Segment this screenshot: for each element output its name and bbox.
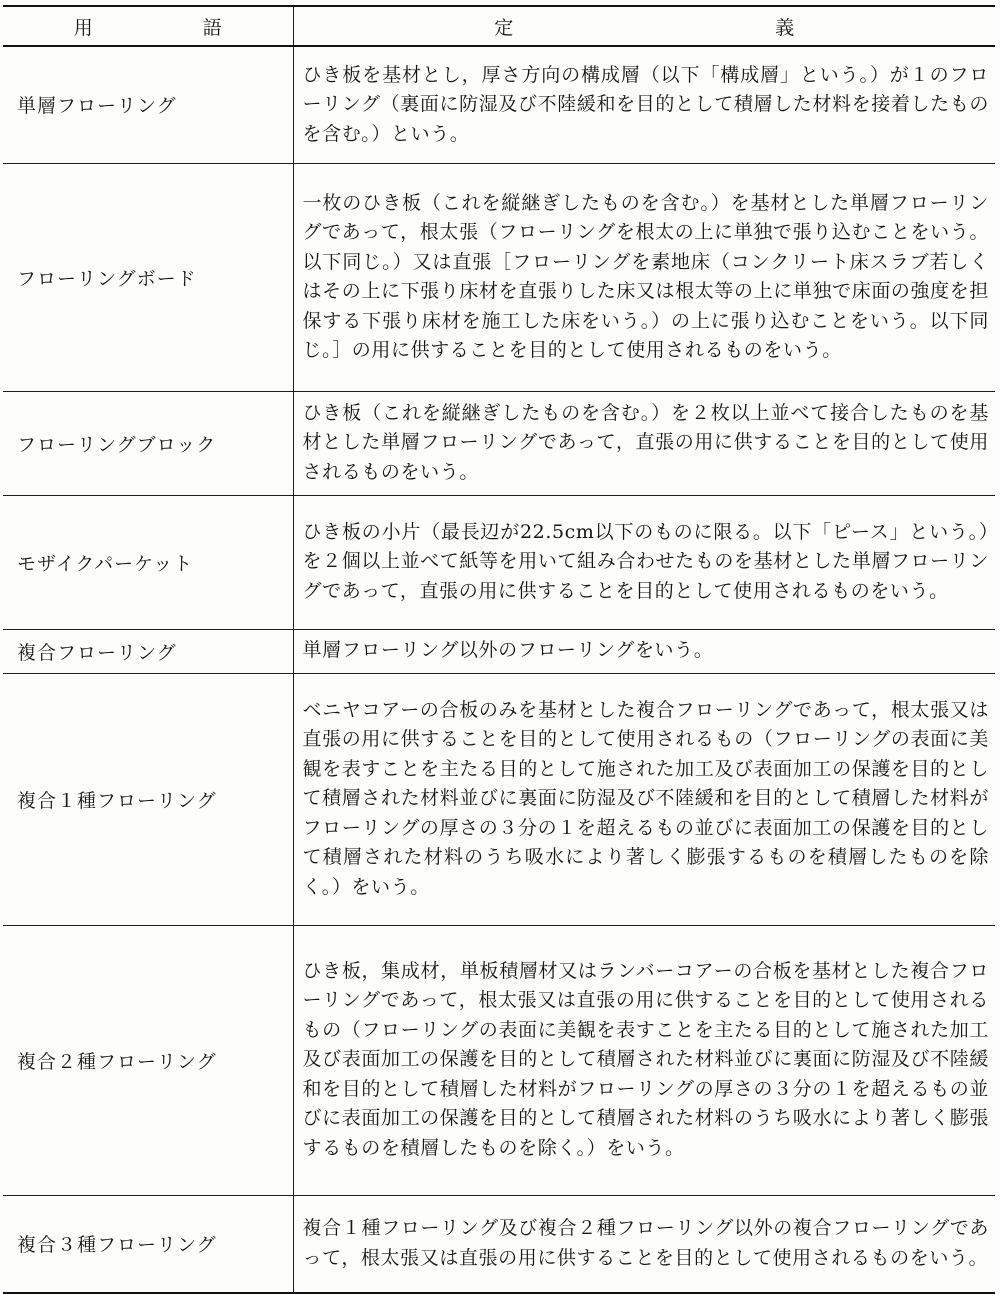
definition-cell: ひき板を基材とし，厚さ方向の構成層（以下「構成層」という。）が１のフローリング（裏面に防湿及び不陸緩和を目的として積層した材料を接着したものを含む。）という。 [293,46,995,163]
definition-cell: 単層フローリング以外のフローリングをいう。 [293,629,995,673]
term-cell: フローリングボード [3,163,293,391]
definition-cell: ベニヤコアーの合板のみを基材とした複合フローリングであって，根太張又は直張の用に供することを目的として使用されるもの（フローリングの表面に美観を表すことを主たる目的として施された加工及び表面加工の保護を目的として積層された材料並びに裏面に防湿及び不陸緩和を目的として積層した材料がフローリングの厚さの３分の１を超えるもの並びに表面加工の保護を目的として積層された材料のうち吸水により著しく膨張するものを積層したものを除く。）をいう。 [293,673,995,925]
definitions-table [3,5,995,1294]
table-row [3,391,995,495]
definition-header-char-1: 定 [494,16,514,39]
table-row [3,1195,995,1293]
table-row [3,495,995,629]
definition-cell: 複合１種フローリング及び複合２種フローリング以外の複合フローリングであって，根太張又は直張の用に供することを目的として使用されるものをいう。 [293,1195,995,1293]
definition-cell: 一枚のひき板（これを縦継ぎしたものを含む。）を基材とした単層フローリングであって，根太張（フローリングを根太の上に単独で張り込むことをいう。以下同じ。）又は直張［フローリングを素地床（コンクリート床スラブ若しくはその上に下張り床材を直張りした床又は根太等の上に単独で床面の強度を担保する下張り床材を施工した床をいう。）の上に張り込むことをいう。以下同じ。］の用に供することを目的として使用されるものをいう。 [293,163,995,391]
definition-cell: ひき板（これを縦継ぎしたものを含む。）を２枚以上並べて接合したものを基材とした単層フローリングであって，直張の用に供することを目的として使用されるものをいう。 [293,391,995,495]
table-body [3,46,995,1293]
term-cell: 複合２種フローリング [3,925,293,1195]
term-cell: モザイクパーケット [3,495,293,629]
table-row [3,629,995,673]
term-cell: 複合３種フローリング [3,1195,293,1293]
term-cell: フローリングブロック [3,391,293,495]
table-row [3,163,995,391]
table-row [3,46,995,163]
header-row [3,6,995,46]
term-cell: 複合１種フローリング [3,673,293,925]
term-cell: 単層フローリング [3,46,293,163]
table-header [3,6,995,46]
definition-cell: ひき板の小片（最長辺が22.5cm以下のものに限る。以下「ピース」という。）を２個以上並べて紙等を用いて組み合わせたものを基材とした単層フローリングであって，直張の用に供することを目的として使用されるものをいう。 [293,495,995,629]
definition-header-char-2: 義 [775,16,795,39]
term-header-char-2: 語 [202,16,222,39]
definition-column-header [293,6,995,46]
term-header-char-1: 用 [73,16,93,39]
term-cell: 複合フローリング [3,629,293,673]
definition-cell: ひき板，集成材，単板積層材又はランバーコアーの合板を基材とした複合フローリングであって，根太張又は直張の用に供することを目的として使用されるもの（フローリングの表面に美観を表すことを主たる目的として施された加工及び表面加工の保護を目的として積層された材料並びに裏面に防湿及び不陸緩和を目的として積層した材料がフローリングの厚さの３分の１を超えるもの並びに表面加工の保護を目的として積層された材料のうち吸水により著しく膨張するものを積層したものを除く。）をいう。 [293,925,995,1195]
table-row [3,673,995,925]
term-column-header [3,6,293,46]
definitions-sheet [3,5,995,1289]
table-row [3,925,995,1195]
